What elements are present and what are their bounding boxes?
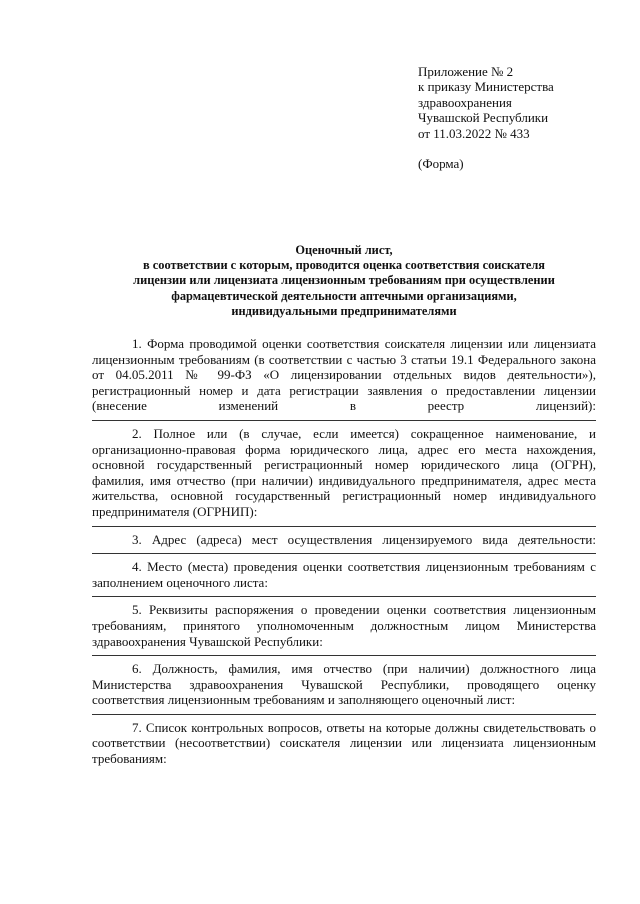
form-item-4: 4. Место (места) проведения оценки соответствия лицензионным требованиям с заполнением оценочного листа:	[92, 559, 596, 590]
form-item-1: 1. Форма проводимой оценки соответствия соискателя лицензии или лицензиата лицензионным требованиям (в соответствии с частью 3 статьи 19.1 Федерального закона от 04.05.2011 № 99-ФЗ «О лицензировании отдельных видов деятельности»), регистрационный номер и дата регистрации заявления о предоставлении лицензии (внесение изменений в реестр лицензий):	[92, 336, 596, 414]
appendix-line: к приказу Министерства	[418, 79, 554, 95]
form-item-6: 6. Должность, фамилия, имя отчество (при наличии) должностного лица Министерства здравоохранения Чувашской Республики, проводящего оценку соответствия лицензионным требованиям и заполняющего оценочный лист:	[92, 661, 596, 708]
title-line: Оценочный лист,	[295, 243, 393, 257]
fill-line-6[interactable]	[92, 708, 596, 715]
appendix-line: здравоохранения	[418, 94, 512, 110]
appendix-block	[418, 64, 554, 171]
form-item-3: 3. Адрес (адреса) мест осуществления лицензируемого вида деятельности:	[132, 531, 596, 547]
form-item-5: 5. Реквизиты распоряжения о проведении оценки соответствия лицензионным требованиям, принятого уполномоченным должностным лицом Министерства здравоохранения Чувашской Республики:	[92, 602, 596, 649]
fill-line-3[interactable]	[92, 547, 596, 554]
form-items	[92, 336, 596, 767]
title-line: лицензии или лицензиата лицензионным требованиям при осуществлении	[133, 273, 555, 288]
title-line: в соответствии с которым, проводится оценка соответствия соискателя	[143, 258, 545, 273]
form-label: (Форма)	[418, 156, 464, 172]
appendix-line: от 11.03.2022 № 433	[418, 125, 530, 141]
form-item-7: 7. Список контрольных вопросов, ответы на которые должны свидетельствовать о соответствии (несоответствии) соискателя лицензии или лицензиата лицензионным требованиям:	[92, 719, 596, 767]
fill-line-5[interactable]	[92, 649, 596, 656]
fill-line-1[interactable]	[92, 414, 596, 421]
document-title	[92, 243, 596, 319]
appendix-line: Чувашской Республики	[418, 110, 549, 126]
form-item-2: 2. Полное или (в случае, если имеется) сокращенное наименование, и организационно-правовая форма юридического лица, адрес его места нахождения, основной государственный регистрационный номер юридического лица (ОГРН), фамилия, имя отчество (при наличии) индивидуального предпринимателя, адрес места жительства, основной государственный регистрационный номер индивидуального предпринимателя (ОГРНИП):	[92, 425, 596, 519]
title-line: фармацевтической деятельности аптечными организациями,	[171, 288, 517, 303]
appendix-line: Приложение № 2	[418, 64, 514, 79]
fill-line-2[interactable]	[92, 520, 596, 527]
fill-line-4[interactable]	[92, 590, 596, 597]
title-line: индивидуальными предпринимателями	[231, 303, 457, 318]
